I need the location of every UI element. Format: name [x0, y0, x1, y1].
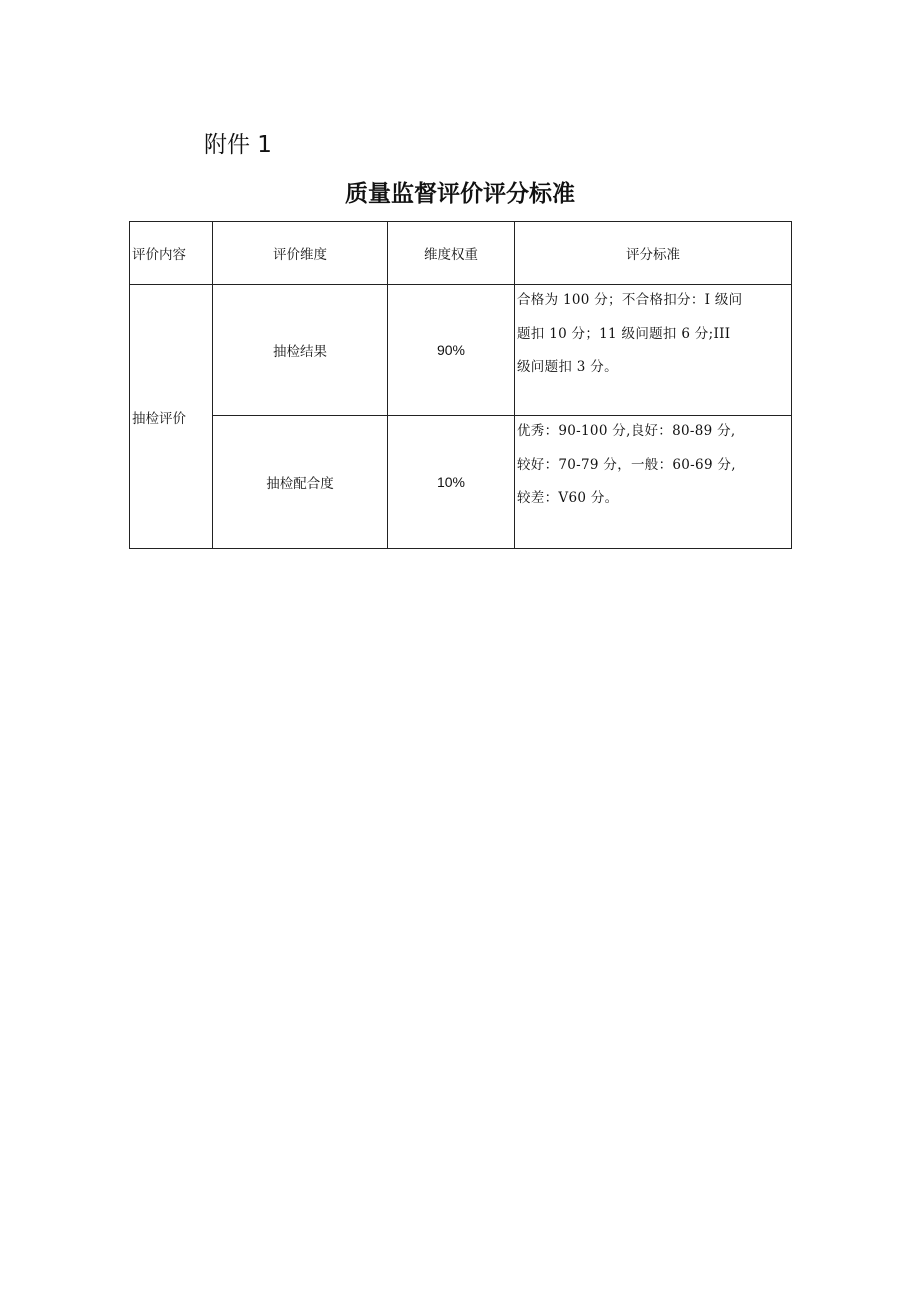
- criteria-line: 较好：70-79 分，一般：60-69 分,: [517, 456, 736, 473]
- criteria-cell: [515, 285, 792, 416]
- attachment-label: 附件 1: [204, 132, 272, 158]
- criteria-line: 级问题扣 3 分。: [517, 359, 618, 375]
- criteria-line: 合格为 100 分；不合格扣分：I 级问: [517, 292, 743, 308]
- column-header-content: 评价内容: [130, 222, 213, 285]
- dimension-cell: 抽检配合度: [213, 416, 388, 549]
- scoring-standard-table: [129, 221, 792, 549]
- table-row: [130, 416, 792, 549]
- document-title: 质量监督评价评分标准: [345, 181, 575, 207]
- column-header-dimension: 评价维度: [213, 222, 388, 285]
- column-header-weight: 维度权重: [388, 222, 515, 285]
- table-header-row: [130, 222, 792, 285]
- evaluation-content-cell: 抽检评价: [130, 285, 213, 549]
- weight-cell: 10%: [388, 416, 515, 549]
- criteria-line: 优秀：90-100 分,良好：80-89 分,: [517, 423, 736, 439]
- criteria-cell: [515, 416, 792, 549]
- criteria-line: 题扣 10 分；11 级问题扣 6 分;III: [517, 325, 731, 342]
- table-row: [130, 285, 792, 416]
- weight-cell: 90%: [388, 285, 515, 416]
- criteria-line: 较差：V60 分。: [517, 490, 619, 506]
- column-header-criteria: 评分标准: [515, 222, 792, 285]
- dimension-cell: 抽检结果: [213, 285, 388, 416]
